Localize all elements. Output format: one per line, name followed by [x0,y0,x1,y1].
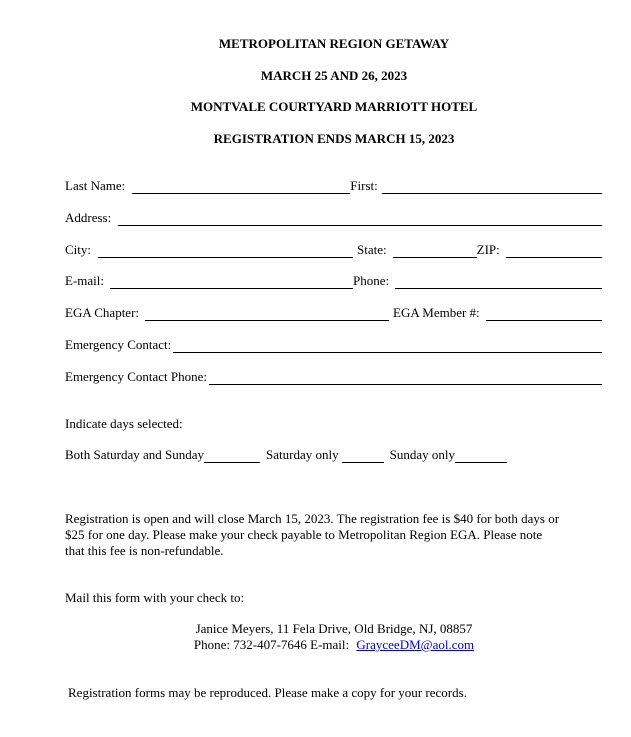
both-days-field[interactable] [204,450,260,463]
name-row [65,178,602,194]
zip-field[interactable] [506,245,602,258]
chapter-row [65,305,602,321]
mail-phone-label: Phone: 732-407-7646 E-mail: [193,637,350,652]
ega-chapter-label: EGA Chapter: [65,305,140,320]
emergency-phone-field[interactable] [209,372,602,385]
sunday-only-field[interactable] [455,450,507,463]
city-label: City: [65,242,92,257]
ega-member-label: EGA Member #: [393,305,480,320]
mail-instruction: Mail this form with your check to: [65,590,245,605]
event-title: METROPOLITAN REGION GETAWAY [218,36,450,51]
city-field[interactable] [98,245,353,258]
fee-info-line: $25 for one day. Please make your check payable to Metropolitan Region EGA. Please note [65,527,543,542]
mail-contact [0,637,631,653]
mail-address: Janice Meyers, 11 Fela Drive, Old Bridge, NJ, 08857 [195,621,473,636]
days-prompt: Indicate days selected: [65,416,183,431]
saturday-only-field[interactable] [342,450,384,463]
email-field[interactable] [110,276,353,289]
first-name-label: First: [350,178,378,193]
state-field[interactable] [393,245,477,258]
emergency-contact-row [65,337,602,353]
phone-field[interactable] [395,276,602,289]
first-name-field[interactable] [382,181,602,194]
sunday-only-label: Sunday only [389,447,455,462]
fee-info [65,511,605,559]
fee-info-line: Registration is open and will close March 15, 2023. The registration fee is $40 for both days or [65,511,560,526]
footer-note: Registration forms may be reproduced. Please make a copy for your records. [68,685,467,700]
address-field[interactable] [118,213,602,226]
city-row [65,242,602,258]
email-link[interactable]: GrayceeDM@aol.com [356,637,475,652]
email-row [65,273,602,289]
phone-label: Phone: [353,273,390,288]
zip-label: ZIP: [476,242,500,257]
fee-info-line: that this fee is non-refundable. [65,543,224,558]
days-row [65,447,525,463]
event-dates: MARCH 25 AND 26, 2023 [260,68,408,83]
address-label: Address: [65,210,112,225]
email-label: E-mail: [65,273,104,288]
saturday-only-label: Saturday only [266,447,339,462]
event-venue: MONTVALE COURTYARD MARRIOTT HOTEL [190,99,478,114]
emergency-phone-label: Emergency Contact Phone: [65,369,208,384]
last-name-label: Last Name: [65,178,126,193]
emergency-contact-field[interactable] [173,340,602,353]
registration-deadline: REGISTRATION ENDS MARCH 15, 2023 [213,131,455,146]
ega-chapter-field[interactable] [145,308,389,321]
last-name-field[interactable] [132,181,350,194]
both-days-label: Both Saturday and Sunday [65,447,205,462]
emergency-contact-label: Emergency Contact: [65,337,172,352]
emergency-phone-row [65,369,602,385]
address-row [65,210,602,226]
ega-member-field[interactable] [486,308,602,321]
state-label: State: [357,242,387,257]
